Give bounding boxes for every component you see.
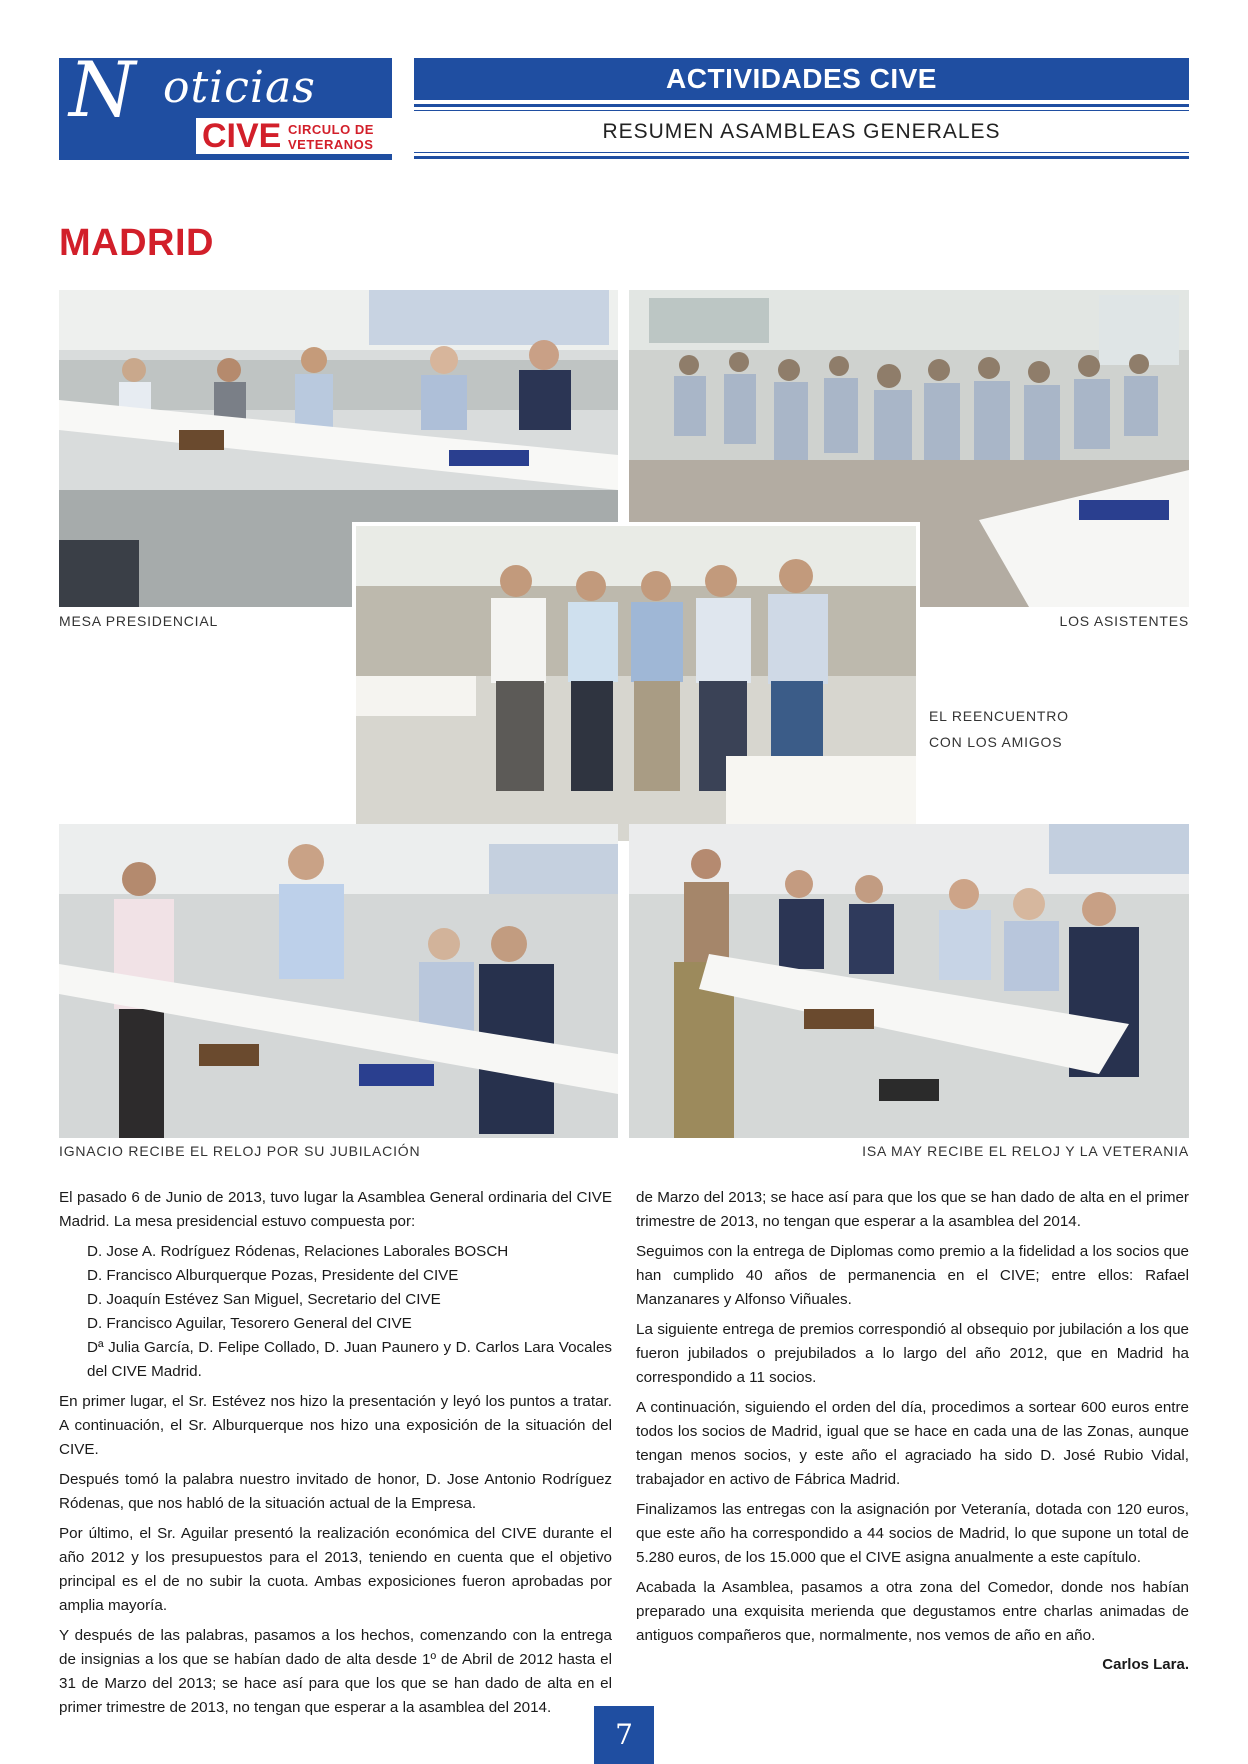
article-paragraph: El pasado 6 de Junio de 2013, tuvo lugar la Asamblea General ordinaria del CIVE Madrid. La mesa presidencial estuvo compuesta por: [59,1189,612,1230]
article-column-left [59,1186,612,1716]
article-paragraph: A continuación, siguiendo el orden del día, procedimos a sortear 600 euros entre todos los socios de Madrid, igual que se hace en cada una de las Zonas, aunque tengan menos socios, y este año el agraciado ha sido D. José Rubio Vidal, trabajador en activo de Fábrica Madrid. [636,1399,1189,1488]
member-item: Dª Julia García, D. Felipe Collado, D. Juan Paunero y D. Carlos Lara Vocales del CIVE Madrid. [87,1339,612,1380]
photo-el-reencuentro [356,526,916,841]
article-column-right [636,1186,1189,1654]
section-header: ACTIVIDADES CIVE [414,58,1189,100]
article-signature: Carlos Lara. [1102,1656,1189,1673]
subtitle-rule-bottom [414,156,1189,159]
caption-isa-may-veterania: ISA MAY RECIBE EL RELOJ Y LA VETERANIA [862,1143,1189,1159]
article-paragraph: Por último, el Sr. Aguilar presentó la realización económica del CIVE durante el año 2012 y los presupuestos para el 2013, teniendo en cuenta que el objetivo principal es el de no subir la cuota. Ambas exposiciones fueron aprobadas por amplia mayoría. [59,1525,612,1614]
logo-brand: CIVE [202,117,282,155]
photo-ignacio-jubilacion [59,824,618,1138]
logo-script-text: oticias [163,62,316,113]
caption-mesa-presidencial: MESA PRESIDENCIAL [59,613,219,629]
article-paragraph: Y después de las palabras, pasamos a los hechos, comenzando con la entrega de insignias a los que se habían dado de alta desde 1º de Abril de 2012 hasta el 31 de Marzo del 2013; se hace así para que los que se han dado de alta en el primer trimestre de 2013, no tengan que esperar a la asamblea del 2014. [59,1627,612,1716]
header-rule-thin [414,110,1189,111]
section-subtitle: RESUMEN ASAMBLEAS GENERALES [602,120,1001,143]
page-number: 7 [594,1706,654,1764]
page-title: MADRID [59,222,214,264]
presidential-members-list [59,1240,612,1384]
header-rule-top [414,104,1189,107]
member-item: D. Francisco Alburquerque Pozas, Presidente del CIVE [87,1267,459,1284]
member-item: D. Francisco Aguilar, Tesorero General del CIVE [87,1315,412,1332]
article-paragraph: Finalizamos las entregas con la asignación por Veteranía, dotada con 120 euros, que este año ha correspondido a 44 socios de Madrid, lo que supone un total de 5.280 euros, de los 15.000 que el CIVE asigna anualmente a este capítulo. [636,1501,1189,1566]
noticias-cive-logo [59,45,392,160]
caption-ignacio-jubilacion: IGNACIO RECIBE EL RELOJ POR SU JUBILACIÓN [59,1143,421,1159]
caption-el-reencuentro-line2: CON LOS AMIGOS [929,734,1063,750]
caption-el-reencuentro-line1: EL REENCUENTRO [929,708,1069,724]
article-paragraph: Seguimos con la entrega de Diplomas como premio a la fidelidad a los socios que han cumplido 40 años de permanencia en el CIVE; entre ellos: Rafael Manzanares y Alfonso Viñuales. [636,1243,1189,1308]
caption-los-asistentes: LOS ASISTENTES [1059,613,1189,629]
article-paragraph: Acabada la Asamblea, pasamos a otra zona del Comedor, donde nos habían preparado una exquisita merienda que degustamos entre charlas animadas de antiguos compañeros que, normalmente, nos vemos de año en año. [636,1579,1189,1644]
photo-isa-may-veterania [629,824,1189,1138]
member-item: D. Joaquín Estévez San Miguel, Secretario del CIVE [87,1291,441,1308]
caption-el-reencuentro [929,703,1069,755]
logo-subline-2: VETERANOS [288,137,374,152]
subtitle-rule-thin [414,152,1189,153]
article-paragraph: Después tomó la palabra nuestro invitado de honor, D. Jose Antonio Rodríguez Ródenas, que nos habló de la situación actual de la Empresa. [59,1471,612,1512]
logo-subline-1: CIRCULO DE [288,122,374,137]
article-paragraph: En primer lugar, el Sr. Estévez nos hizo la presentación y leyó los puntos a tratar. A continuación, el Sr. Alburquerque nos hizo una exposición de la situación del CIVE. [59,1393,612,1458]
article-paragraph: de Marzo del 2013; se hace así para que los que se han dado de alta en el primer trimestre de 2013, no tengan que esperar a la asamblea del 2014. [636,1189,1189,1230]
logo-script-letter: N [69,45,136,134]
article-paragraph: La siguiente entrega de premios correspondió al obsequio por jubilación a los que fueron jubilados o prejubilados a lo largo del año 2012, que en Madrid ha correspondido a 11 socios. [636,1321,1189,1386]
logo-brand-box [196,118,392,154]
member-item: D. Jose A. Rodríguez Ródenas, Relaciones Laborales BOSCH [87,1243,509,1260]
